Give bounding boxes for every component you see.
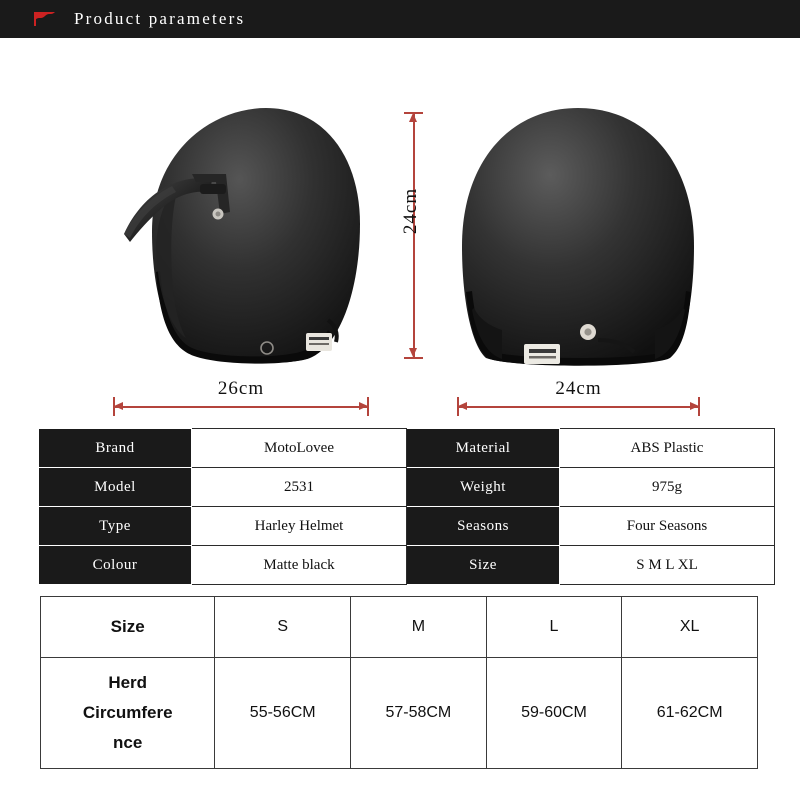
arrow-up-icon xyxy=(409,113,417,122)
dimension-width-label-front: 24cm xyxy=(555,378,602,399)
dimension-line-horizontal xyxy=(457,406,700,408)
spec-value: ABS Plastic xyxy=(560,429,775,468)
product-figure-area xyxy=(0,38,800,420)
spec-key: Brand xyxy=(39,429,192,468)
size-row-label-line3: nce xyxy=(113,733,143,752)
spec-value: Four Seasons xyxy=(560,507,775,546)
spec-key: Model xyxy=(39,468,192,507)
table-header-row xyxy=(41,597,758,658)
dimension-width-24cm xyxy=(457,378,700,418)
size-header-label: Size xyxy=(41,597,215,658)
spec-key: Weight xyxy=(407,468,560,507)
spec-key: Seasons xyxy=(407,507,560,546)
spec-key: Material xyxy=(407,429,560,468)
spec-value: Matte black xyxy=(192,546,407,585)
flag-icon xyxy=(34,11,56,27)
helmet-front-view xyxy=(448,96,708,366)
size-value-s: 55-56CM xyxy=(215,658,351,769)
spec-key: Type xyxy=(39,507,192,546)
size-value-l: 59-60CM xyxy=(486,658,622,769)
dimension-height-label: 24cm xyxy=(400,187,421,235)
spec-key: Size xyxy=(407,546,560,585)
dimension-line-horizontal xyxy=(113,406,369,408)
table-row xyxy=(41,658,758,769)
size-row-label xyxy=(41,658,215,769)
arrow-right-icon xyxy=(359,402,368,410)
header-bar xyxy=(0,0,800,38)
size-row-label-line2: Circumfere xyxy=(82,703,173,722)
table-row xyxy=(39,429,775,468)
dimension-width-26cm xyxy=(113,378,369,418)
table-row xyxy=(39,507,775,546)
arrow-right-icon xyxy=(690,402,699,410)
size-value-m: 57-58CM xyxy=(351,658,487,769)
table-row xyxy=(39,546,775,585)
specification-table xyxy=(38,428,775,585)
size-chart-table xyxy=(40,596,758,769)
arrow-down-icon xyxy=(409,348,417,357)
size-value-xl: 61-62CM xyxy=(622,658,758,769)
page-title: Product parameters xyxy=(74,9,246,28)
dimension-height-24cm xyxy=(385,104,445,366)
spec-value: Harley Helmet xyxy=(192,507,407,546)
spec-value: MotoLovee xyxy=(192,429,407,468)
size-header-l: L xyxy=(486,597,622,658)
spec-key: Colour xyxy=(39,546,192,585)
spec-value: 2531 xyxy=(192,468,407,507)
arrow-left-icon xyxy=(114,402,123,410)
size-header-xl: XL xyxy=(622,597,758,658)
size-header-m: M xyxy=(351,597,487,658)
helmet-side-view xyxy=(60,96,380,366)
spec-value: S M L XL xyxy=(560,546,775,585)
spec-value: 975g xyxy=(560,468,775,507)
arrow-left-icon xyxy=(458,402,467,410)
dimension-width-label-side: 26cm xyxy=(217,378,265,399)
table-row xyxy=(39,468,775,507)
size-header-s: S xyxy=(215,597,351,658)
size-row-label-line1: Herd xyxy=(108,673,148,692)
